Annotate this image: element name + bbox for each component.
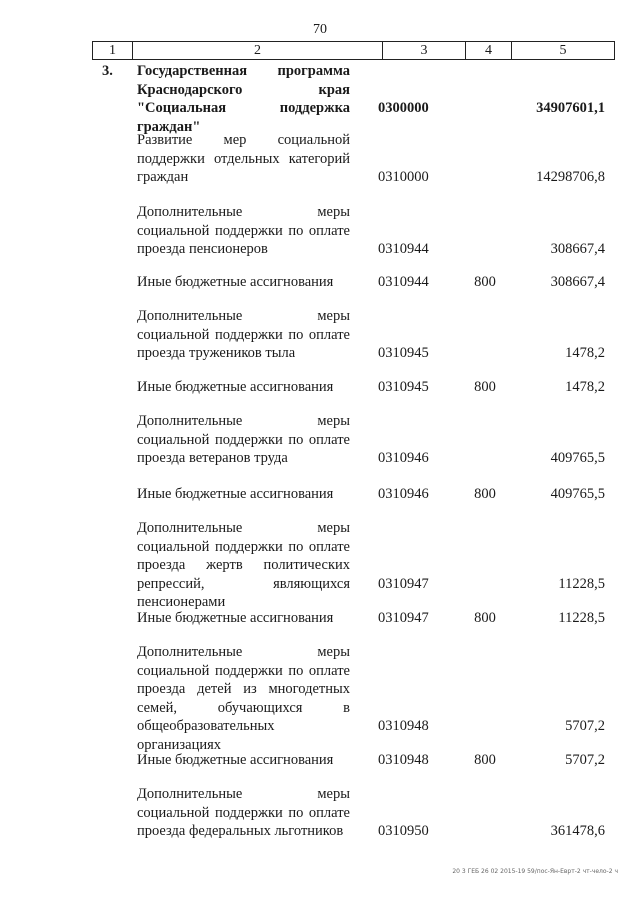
column-header-4: 4 — [466, 42, 512, 60]
row-code: 0310945 — [378, 345, 429, 361]
row-code: 0310944 — [378, 241, 429, 257]
row-amount: 409765,5 — [550, 450, 605, 466]
row-description: Иные бюджетные ассигнования — [137, 610, 334, 626]
row-description: Дополнительные меры социальной поддержки по оплате проезда жертв политических репрессий, являющихся пенсионерами — [137, 520, 350, 610]
document-footer-stamp: 20 3 ГЕБ 26 02 2015-19 59/пос-Ян-Еврт-2 чт-чело-2 ч — [452, 868, 618, 875]
row-description: Дополнительные меры социальной поддержки по оплате проезда детей из многодетных семей, обучающихся в общеобразовательных организациях — [137, 644, 350, 753]
row-description: Государственная программа Краснодарского края "Социальная поддержка граждан" — [137, 63, 350, 135]
column-header-3: 3 — [383, 42, 466, 60]
row-amount: 11228,5 — [558, 610, 605, 626]
row-amount: 5707,2 — [565, 718, 605, 734]
row-code: 0300000 — [378, 100, 429, 116]
row-code: 0310944 — [378, 274, 429, 290]
table-row — [92, 131, 614, 191]
row-code: 0310950 — [378, 823, 429, 839]
table-row — [92, 751, 614, 771]
row-description: Дополнительные меры социальной поддержки по оплате проезда тружеников тыла — [137, 308, 350, 361]
row-amount: 11228,5 — [558, 576, 605, 592]
row-amount: 361478,6 — [550, 823, 605, 839]
row-code: 0310000 — [378, 169, 429, 185]
row-expense-type: 800 — [474, 752, 496, 768]
row-description: Дополнительные меры социальной поддержки по оплате проезда федеральных льготников — [137, 786, 350, 839]
row-code: 0310946 — [378, 486, 429, 502]
row-amount: 409765,5 — [550, 486, 605, 502]
table-row — [92, 609, 614, 629]
row-amount: 1478,2 — [565, 345, 605, 361]
column-header-row — [93, 42, 615, 60]
column-header-5: 5 — [512, 42, 615, 60]
table-row — [92, 485, 614, 505]
row-amount: 1478,2 — [565, 379, 605, 395]
row-description: Иные бюджетные ассигнования — [137, 486, 334, 502]
row-code: 0310947 — [378, 576, 429, 592]
row-code: 0310945 — [378, 379, 429, 395]
row-code: 0310947 — [378, 610, 429, 626]
row-expense-type: 800 — [474, 486, 496, 502]
row-number: 3. — [102, 63, 113, 79]
row-description: Иные бюджетные ассигнования — [137, 752, 334, 768]
row-amount: 34907601,1 — [536, 100, 605, 116]
row-code: 0310946 — [378, 450, 429, 466]
table-row — [92, 203, 614, 263]
table-row — [92, 378, 614, 398]
page-number: 70 — [313, 22, 327, 37]
row-description: Дополнительные меры социальной поддержки по оплате проезда пенсионеров — [137, 204, 350, 257]
row-description: Иные бюджетные ассигнования — [137, 274, 334, 290]
row-description: Развитие мер социальной поддержки отдельных категорий граждан — [137, 132, 350, 185]
row-description: Иные бюджетные ассигнования — [137, 379, 334, 395]
row-code: 0310948 — [378, 718, 429, 734]
column-header-1: 1 — [93, 42, 133, 60]
column-header-2: 2 — [133, 42, 383, 60]
table-row — [92, 785, 614, 845]
row-amount: 14298706,8 — [536, 169, 605, 185]
row-expense-type: 800 — [474, 274, 496, 290]
row-expense-type: 800 — [474, 379, 496, 395]
row-amount: 308667,4 — [550, 274, 605, 290]
row-amount: 5707,2 — [565, 752, 605, 768]
table-row — [92, 519, 614, 610]
row-description: Дополнительные меры социальной поддержки по оплате проезда ветеранов труда — [137, 413, 350, 466]
row-amount: 308667,4 — [550, 241, 605, 257]
table-row-program — [92, 62, 614, 135]
table-row — [92, 412, 614, 472]
row-code: 0310948 — [378, 752, 429, 768]
column-header-table — [92, 41, 615, 60]
table-row — [92, 643, 614, 753]
row-expense-type: 800 — [474, 610, 496, 626]
table-row — [92, 273, 614, 293]
table-row — [92, 307, 614, 367]
